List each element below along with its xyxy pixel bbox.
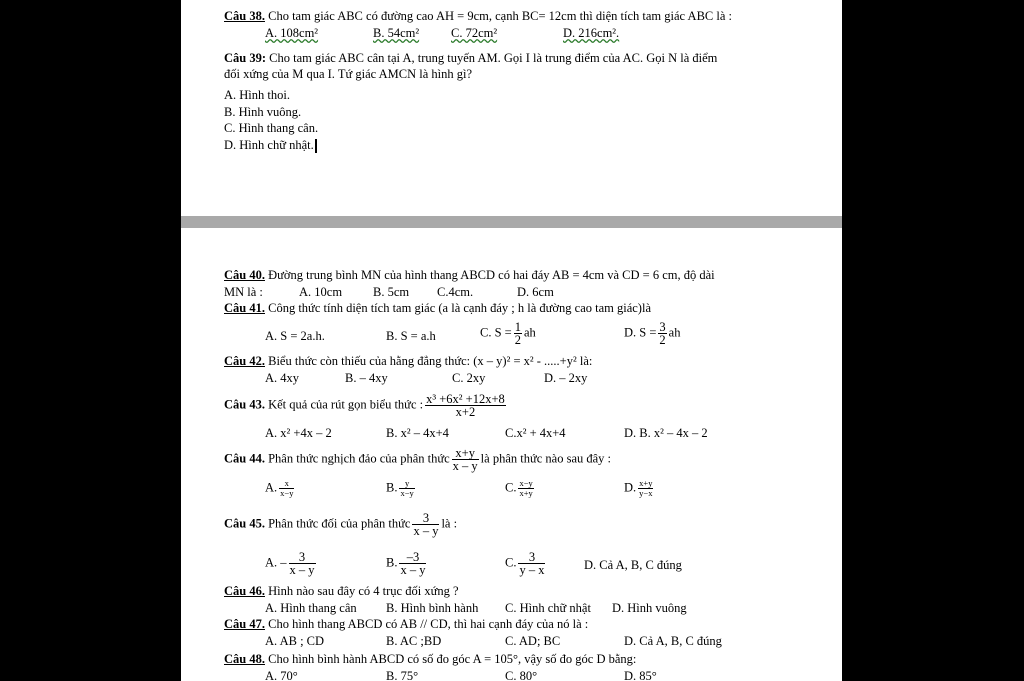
question-43: Câu 43. Kết quả của rút gọn biểu thức : $\frac{\text{x³ +6x² +12x+8}}{x+2}$ — [224, 392, 505, 419]
q44-option-a: A. $\frac{x}{x-y}$ — [265, 478, 294, 498]
q46-option-c: C. Hình chữ nhật — [505, 601, 591, 615]
q41-option-c: C. S = $\frac{1}{2}$ ah — [480, 320, 536, 347]
q40-option-d: D. 6cm — [517, 285, 554, 299]
q39-option-b: B. Hình vuông. — [224, 105, 302, 119]
q43-option-d: D. B. x² – 4x – 2 — [624, 426, 708, 440]
document-page-bottom — [181, 228, 842, 681]
text-cursor — [315, 139, 317, 153]
q40-option-b: B. 5cm — [373, 285, 410, 299]
q47-option-a: A. AB ; CD — [265, 634, 325, 648]
q38-option-a: A. 108cm² — [265, 26, 319, 40]
q38-option-c: C. 72cm² — [451, 26, 498, 40]
question-48: Câu 48. Cho hình bình hành ABCD có số đo góc A = 105°, vậy số đo góc D bằng: — [224, 652, 637, 666]
q38-option-b: B. 54cm² — [373, 26, 420, 40]
q48-option-b: B. 75° — [386, 669, 419, 681]
q48-option-c: C. 80° — [505, 669, 538, 681]
question-41: Câu 41. Công thức tính diện tích tam giác (a là cạnh đáy ; h là đường cao tam giác)là — [224, 301, 651, 315]
q43-option-c: C.x² + 4x+4 — [505, 426, 566, 440]
q48-option-a: A. 70° — [265, 669, 298, 681]
q43-option-b: B. x² – 4x+4 — [386, 426, 449, 440]
q42-option-d: D. – 2xy — [544, 371, 588, 385]
question-44: Câu 44. Phân thức nghịch đảo của phân thức $\frac{x+y}{x - y}$ là phân thức nào sau đây : — [224, 446, 612, 473]
q45-option-d: D. Cả A, B, C đúng — [584, 558, 682, 572]
q46-option-a: A. Hình thang cân — [265, 601, 357, 615]
q41-option-a: A. S = 2a.h. — [265, 329, 325, 343]
q48-option-d: D. 85° — [624, 669, 657, 681]
q45-option-c: C. $\frac{3}{y - x}$ — [505, 550, 545, 577]
q42-option-c: C. 2xy — [452, 371, 486, 385]
q42-option-a: A. 4xy — [265, 371, 300, 385]
question-47: Câu 47. Cho hình thang ABCD có AB // CD, thì hai cạnh đáy của nó là : — [224, 617, 589, 631]
page-separator — [181, 216, 842, 228]
q39-option-a: A. Hình thoi. — [224, 88, 290, 102]
q46-option-b: B. Hình bình hành — [386, 601, 479, 615]
q47-option-d: D. Cả A, B, C đúng — [624, 634, 722, 648]
q41-option-b: B. S = a.h — [386, 329, 436, 343]
q42-option-b: B. – 4xy — [345, 371, 388, 385]
q41-option-d: D. S = $\frac{3}{2}$ ah — [624, 320, 681, 347]
q39-option-c: C. Hình thang cân. — [224, 121, 319, 135]
q45-option-b: B. $\frac{-3}{x - y}$ — [386, 550, 426, 577]
q44-option-d: D. $\frac{x+y}{y-x}$ — [624, 478, 653, 498]
q39-option-d: D. Hình chữ nhật. — [224, 138, 317, 153]
q46-option-d: D. Hình vuông — [612, 601, 687, 615]
question-39: Câu 39: Cho tam giác ABC cân tại A, trung tuyến AM. Gọi I là trung điểm của AC. Gọi N là điểm — [224, 51, 718, 65]
q44-option-b: B. $\frac{y}{x-y}$ — [386, 478, 414, 498]
question-40-line2: MN là : — [224, 285, 263, 299]
q47-option-b: B. AC ;BD — [386, 634, 442, 648]
q47-option-c: C. AD; BC — [505, 634, 561, 648]
document-page-top — [181, 0, 842, 216]
q38-option-d: D. 216cm². — [563, 26, 620, 40]
question-45: Câu 45. Phân thức đối của phân thức $\frac{3}{x - y}$ là : — [224, 511, 458, 538]
q45-option-a: A. – $\frac{3}{x - y}$ — [265, 550, 315, 577]
q40-option-c: C.4cm. — [437, 285, 474, 299]
q40-option-a: A. 10cm — [299, 285, 343, 299]
q43-option-a: A. x² +4x – 2 — [265, 426, 332, 440]
question-40: Câu 40. Đường trung bình MN của hình thang ABCD có hai đáy AB = 4cm và CD = 6 cm, độ dài — [224, 268, 715, 282]
question-42: Câu 42. Biểu thức còn thiếu của hằng đẳng thức: (x – y)² = x² - .....+y² là: — [224, 354, 593, 368]
question-46: Câu 46. Hình nào sau đây có 4 trục đối xứng ? — [224, 584, 459, 598]
q44-option-c: C. $\frac{x-y}{x+y}$ — [505, 478, 533, 498]
question-38: Câu 38. Cho tam giác ABC có đường cao AH = 9cm, cạnh BC= 12cm thì diện tích tam giác ABC là : — [224, 9, 732, 23]
question-39-line2: đối xứng của M qua I. Tứ giác AMCN là hình gì? — [224, 67, 473, 81]
